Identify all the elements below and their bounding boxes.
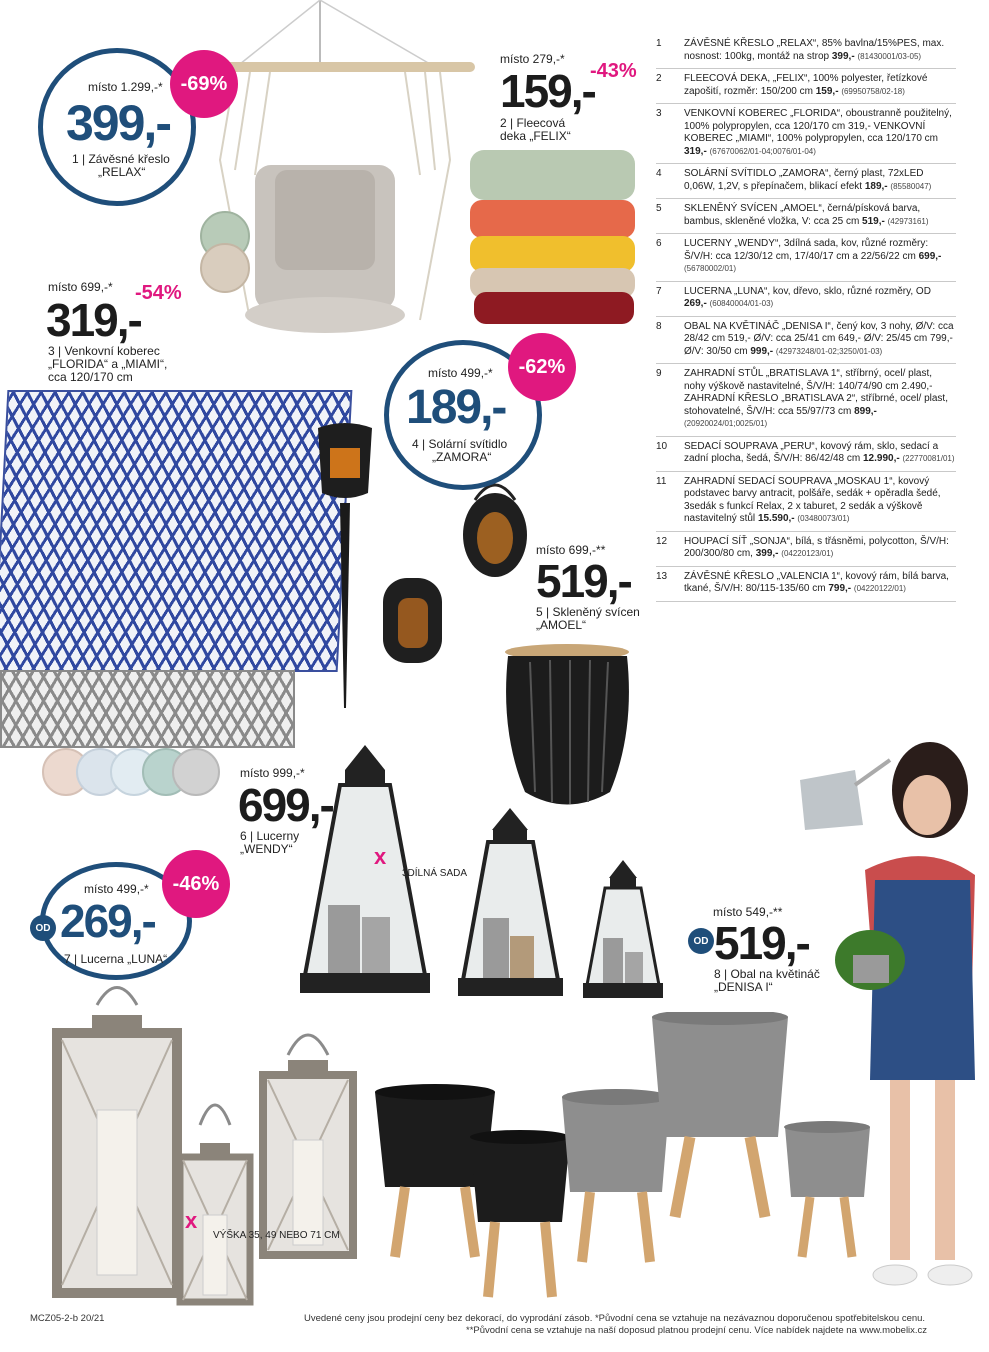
was-price-luna: místo 499,-*: [84, 882, 149, 896]
spec-code: (56780002/01): [684, 264, 737, 273]
spec-row: [656, 532, 956, 567]
price-luna: 269,-: [60, 895, 155, 947]
spec-description: SEDACÍ SOUPRAVA „PERU“, kovový rám, sklo, sedací a zadní plocha, šedá, Š/V/H: 86/42/48 cm: [684, 440, 939, 464]
spec-number: 8: [656, 320, 662, 332]
caption-zamora-1: 4 | Solární svítidlo: [412, 437, 508, 451]
color-swatch-grey: [172, 748, 220, 796]
lantern-wendy-medium-image: [458, 808, 563, 998]
spec-number: 2: [656, 73, 662, 84]
spec-row: [656, 104, 956, 164]
spec-price: 799,-: [828, 583, 852, 594]
rug-florida-image: [0, 390, 352, 672]
was-price-denisa: místo 549,-**: [713, 905, 783, 919]
caption-felix-1: 2 | Fleecová: [500, 116, 566, 130]
spec-text: [684, 441, 956, 466]
was-price-zamora: místo 499,-*: [428, 366, 493, 380]
blanket-stack-image: [460, 150, 640, 325]
spec-description: ZÁVĚSNÉ KŘESLO „VALENCIA 1“, kovový rám, bílá barva, tkané, Š/V/H: 80/115-135/60 cm: [684, 570, 949, 594]
discount-felix: -43%: [590, 60, 637, 82]
spec-price: 12.990,-: [863, 453, 900, 464]
spec-code: (04220122/01): [853, 584, 906, 593]
spec-price: 999,-: [750, 345, 774, 357]
spec-description: SKLENĚNÝ SVÍCEN „AMOEL“, černá/písková barva, bambus, skleněné vložka, V: cca 25 cm: [684, 203, 921, 227]
discount-badge-zamora: -62%: [508, 333, 576, 401]
caption-florida-3: cca 120/170 cm: [48, 370, 133, 384]
spec-row: [656, 69, 956, 104]
spec-text: [684, 321, 956, 359]
caption-wendy-2: „WENDY“: [240, 842, 293, 856]
was-price-amoel: místo 699,-**: [536, 543, 606, 557]
spec-price: 399,-: [755, 548, 779, 559]
was-price-wendy: místo 999,-*: [240, 766, 305, 780]
lantern-luna-large-image: [52, 985, 182, 1305]
spec-text: [684, 571, 956, 596]
solar-lantern-small-image: [380, 573, 445, 668]
spec-code: (60840004/01-03): [709, 299, 774, 308]
discount-badge-luna: -46%: [162, 850, 230, 918]
spec-number: 7: [656, 285, 662, 297]
spec-price: 319,-: [684, 145, 707, 157]
lantern-luna-small-image: [175, 1095, 255, 1310]
spec-number: 10: [656, 440, 668, 452]
spec-text: [684, 476, 956, 526]
price-denisa: 519,-: [714, 917, 809, 969]
color-swatch-beige: [200, 243, 250, 293]
discount-badge-relax: -69%: [170, 50, 238, 118]
spec-price: 15.590,-: [757, 513, 795, 524]
was-price-felix: místo 279,-*: [500, 52, 565, 66]
lantern-luna-medium-image: [258, 1030, 358, 1260]
spec-text: [684, 168, 956, 193]
spec-description: ZÁVĚSNÉ KŘESLO „RELAX“, 85% bavlna/15%PES, max. nosnost: 100kg, montáž na strop: [684, 38, 945, 62]
spec-code: (67670062/01-04;0076/01-04): [709, 146, 816, 156]
spec-row: [656, 437, 956, 472]
spec-number: 3: [656, 108, 662, 119]
spec-code: (42973248/01-02;3250/01-03): [775, 346, 883, 356]
spec-row: [656, 199, 956, 234]
was-price-relax: místo 1.299,-*: [88, 80, 163, 94]
spec-description: SOLÁRNÍ SVÍTIDLO „ZAMORA“, černý plast, 72xLED 0,06W, 1,2V, s přepínačem, blikací efekt: [684, 168, 924, 192]
woman-gardener-image: [795, 730, 985, 1300]
spec-row: [656, 234, 956, 282]
caption-denisa-1: 8 | Obal na květináč: [714, 967, 820, 981]
od-badge-luna: OD: [30, 915, 56, 941]
spec-price: 269,-: [684, 298, 707, 309]
spec-number: 1: [656, 38, 662, 49]
hanging-chair-image: [180, 0, 490, 345]
solar-torch-image: [310, 418, 380, 713]
candle-holder-amoel-image: [500, 642, 635, 812]
spec-number: 13: [656, 570, 668, 582]
spec-row: [656, 164, 956, 199]
note-wendy-set: 3DÍLNÁ SADA: [402, 868, 468, 879]
footer-note-1: Uvedené ceny jsou prodejní ceny bez dekorací, do vyprodání zásob. *Původní cena se vztahuje na nezávaznou doporučenou spotřebitelskou cenu.: [304, 1313, 926, 1324]
lantern-wendy-small-image: [583, 860, 663, 1000]
spec-description: LUCERNA „LUNA“, kov, dřevo, sklo, různé rozměry, OD: [684, 285, 931, 297]
spec-description: VENKOVNÍ KOBEREC „FLORIDA“, oboustranně použitelný, 100% polypropylen, cca 120/170 cm 319,- VENKOVNÍ KOBEREC „MIAMI“, 100% polypropylen, cca 120/170 cm: [684, 108, 952, 144]
spec-code: (20920024/01;0025/01): [684, 419, 768, 428]
height-marker-icon: x: [185, 1208, 198, 1233]
caption-amoel-1: 5 | Skleněný svícen: [536, 605, 640, 619]
spec-code: (85580047): [890, 181, 932, 191]
od-badge-denisa: OD: [688, 928, 714, 954]
caption-wendy-1: 6 | Lucerny: [240, 829, 300, 843]
spec-row: [656, 472, 956, 532]
caption-amoel-2: „AMOEL“: [536, 618, 587, 632]
spec-description: OBAL NA KVĚTINÁČ „DENISA I“, čený kov, 3 nohy, Ø/V: cca 28/42 cm 519,- Ø/V: cca 25/41 cm 649,- Ø/V: 25/45 cm 799,- Ø/V: 30/50 cm: [684, 320, 954, 357]
spec-description: FLEECOVÁ DEKA, „FELIX“, 100% polyester, řetízkové zapošití, rozměr: 150/200 cm: [684, 73, 928, 97]
price-zamora: 189,-: [406, 381, 506, 434]
spec-code: (69950758/02-18): [841, 86, 905, 96]
spec-description: ZAHRADNÍ STŮL „BRATISLAVA 1“, stříbrný, ocel/ plast, nohy výškově nastavitelné, Š/V/H: 140/74/90 cm 2.490,- ZAHRADNÍ KŘESLO „BRATISLAVA 2“, stříbrné, ocel/ plast, stohovatelné, Š/V/H: cca 55/97/73 cm: [684, 368, 948, 417]
spec-code: (42973161): [887, 216, 929, 226]
spec-price: 189,-: [864, 180, 888, 192]
spec-description: ZAHRADNÍ SEDACÍ SOUPRAVA „MOSKAU 1“, kovový podstavec barvy antracit, polšáře, sedák + opěradla šedé, 3sedák s funkcí Relax, 2 x taburet, 2 sedák a výškově nastavitelný stůl: [684, 475, 941, 524]
price-florida: 319,-: [46, 294, 141, 346]
spec-text: [684, 108, 956, 158]
spec-code: (22770081/01): [902, 454, 955, 463]
spec-row: [656, 317, 956, 365]
spec-row: [656, 38, 956, 69]
spec-price: 899,-: [854, 405, 877, 417]
spec-number: 5: [656, 203, 662, 214]
spec-number: 9: [656, 368, 662, 379]
spec-row: [656, 567, 956, 602]
spec-row: [656, 364, 956, 437]
spec-code: (03480073/01): [797, 514, 850, 523]
spec-price: 399,-: [831, 50, 855, 62]
caption-florida-2: „FLORIDA“ a „MIAMI“,: [48, 357, 168, 371]
spec-row: [656, 282, 956, 317]
spec-code: (81430001/03-05): [857, 51, 922, 61]
spec-text: [684, 536, 956, 561]
product-spec-list: [656, 38, 956, 602]
spec-price: 699,-: [918, 250, 942, 262]
spec-number: 6: [656, 238, 662, 249]
spec-description: HOUPACÍ SÍŤ „SONJA“, bílá, s třásněmi, polycotton, Š/V/H: 200/300/80 cm,: [684, 535, 949, 559]
caption-relax-1: 1 | Závěsné křeslo: [72, 152, 170, 166]
spec-text: [684, 238, 956, 276]
spec-text: [684, 73, 956, 98]
spec-number: 12: [656, 535, 668, 547]
footer-note-2: **Původní cena se vztahuje na naší doposud platnou prodejní cenu. Více nabídek najdete na www.mobelix.cz: [466, 1325, 928, 1336]
spec-text: [684, 203, 956, 228]
caption-zamora-2: „ZAMORA“: [432, 450, 492, 464]
spec-price: 159,-: [815, 85, 839, 97]
spec-description: LUCERNY „WENDY“, 3dílná sada, kov, různé rozměry: Š/V/H: cca 12/30/12 cm, 17/40/17 cm a 22/56/22 cm: [684, 238, 929, 262]
set-marker-icon: x: [374, 844, 387, 869]
caption-denisa-2: „DENISA I“: [714, 980, 773, 994]
caption-luna-1: 7 | Lucerna „LUNA“: [64, 952, 168, 966]
price-felix: 159,-: [500, 65, 595, 117]
spec-text: [684, 38, 956, 63]
spec-number: 4: [656, 168, 662, 179]
spec-text: [684, 368, 956, 431]
note-luna-heights: VÝŠKA 35, 49 NEBO 71 CM: [213, 1230, 340, 1241]
discount-florida: -54%: [135, 282, 182, 304]
price-amoel: 519,-: [536, 555, 631, 607]
spec-code: (04220123/01): [781, 549, 834, 558]
price-relax: 399,-: [66, 95, 170, 151]
caption-felix-2: deka „FELIX“: [500, 129, 571, 143]
footer-code: MCZ05-2-b 20/21: [30, 1313, 105, 1324]
spec-price: 519,-: [862, 215, 885, 227]
caption-relax-2: „RELAX“: [98, 165, 146, 179]
spec-text: [684, 286, 956, 311]
spec-number: 11: [656, 475, 667, 487]
price-wendy: 699,-: [238, 779, 333, 831]
caption-florida-1: 3 | Venkovní koberec: [48, 344, 160, 358]
rug-miami-image: [0, 670, 295, 748]
was-price-florida: místo 699,-*: [48, 280, 113, 294]
